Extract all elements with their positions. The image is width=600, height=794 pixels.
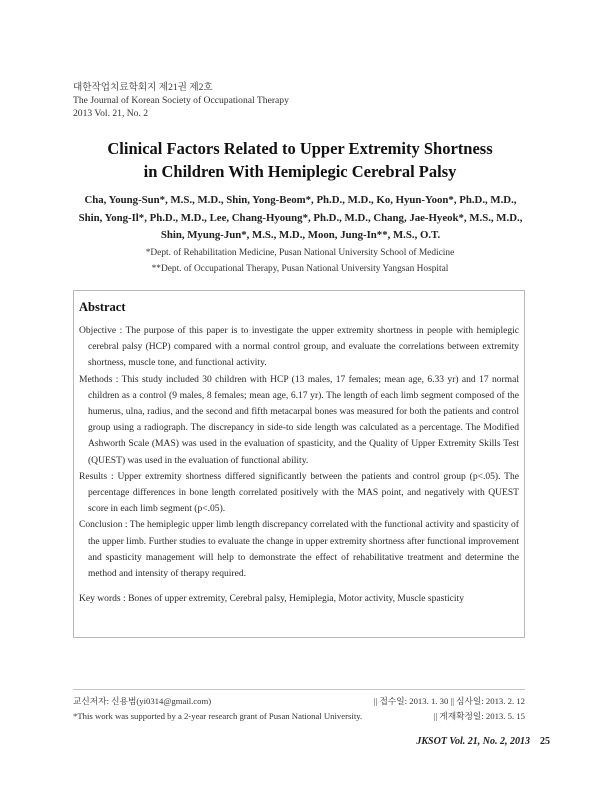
- objective-text: The purpose of this paper is to investigate the upper extremity shortness in people with hemiplegic cerebral palsy (HCP) compared with a normal control group, and evaluate the correlations between extremity shortness, muscle tone, and functional activity.: [88, 325, 519, 369]
- journal-citation-footer: [416, 736, 550, 747]
- methods-label: Methods :: [79, 373, 122, 385]
- footnote-block: [73, 694, 525, 723]
- footnote-row-1: [73, 694, 525, 709]
- abstract-keywords: [79, 591, 519, 607]
- abstract-results: [79, 469, 519, 518]
- abstract-objective: [79, 323, 519, 372]
- paper-title-line-2: in Children With Hemiplegic Cerebral Palsy: [143, 162, 457, 181]
- journal-header-korean: 대한작업치료학회지 제21권 제2호: [73, 82, 213, 93]
- accepted-date: || 게재확정일: 2013. 5. 15: [433, 710, 525, 721]
- methods-text: This study included 30 children with HCP (13 males, 17 females; mean age, 6.33 yr) and 17 normal children as a control (9 males, 8 females; mean age, 6.17 yr). The length of each limb segment composed of the humerus, ulna, radius, and the second and fifth metacarpal bones was measured for both the patients and control group using a radiograph. The discrepancy in side-to side length was calculated as a percentage. The Modified Ashworth Scale (MAS) was used in the evaluation of spasticity, and the Quality of Upper Extremity Skills Test (QUEST) was used in the evaluation of functional ability.: [88, 373, 519, 466]
- affiliation-1: *Dept. of Rehabilitation Medicine, Pusan National University School of Medicine: [145, 248, 455, 258]
- author-line-1: Cha, Young-Sun*, M.S., M.D., Shin, Yong-Beom*, Ph.D., M.D., Ko, Hyun-Yoon*, Ph.D., M.D.,: [84, 194, 517, 206]
- footnote-row-2: [73, 709, 525, 724]
- keywords-label: Key words :: [79, 593, 129, 605]
- author-list: [58, 192, 543, 245]
- grant-note: *This work was supported by a 2-year research grant of Pusan National University.: [73, 710, 363, 721]
- received-review-dates: || 접수일: 2013. 1. 30 || 심사일: 2013. 2. 12: [373, 696, 525, 706]
- page-number: 25: [540, 736, 550, 747]
- journal-header-volume: 2013 Vol. 21, No. 2: [73, 108, 149, 119]
- keywords-text: Bones of upper extremity, Cerebral palsy, Hemiplegia, Motor activity, Muscle spasticity: [128, 593, 464, 605]
- journal-header: [73, 81, 289, 120]
- abstract-heading: Abstract: [79, 300, 126, 314]
- results-text: Upper extremity shortness differed significantly between the patients and control group (p<.05). The percentage differences in bone length correlated positively with the MAS point, and negatively with QUEST score in each limb segment (p<.05).: [88, 470, 520, 515]
- affiliations: [60, 245, 540, 277]
- author-line-2: Shin, Yong-Il*, Ph.D., M.D., Lee, Chang-Hyoung*, Ph.D., M.D., Chang, Jae-Hyeok*, M.S., M.D.,: [78, 211, 523, 224]
- journal-citation: JKSOT Vol. 21, No. 2, 2013: [416, 736, 530, 747]
- objective-label: Objective :: [79, 325, 126, 336]
- abstract-conclusion: [79, 517, 519, 582]
- footnote-divider: [73, 689, 525, 690]
- abstract-box: [73, 290, 525, 638]
- affiliation-2: **Dept. of Occupational Therapy, Pusan National University Yangsan Hospital: [151, 264, 449, 274]
- paper-title: [40, 137, 560, 183]
- conclusion-label: Conclusion :: [79, 519, 130, 531]
- journal-header-english: The Journal of Korean Society of Occupational Therapy: [73, 95, 289, 106]
- paper-title-line-1: Clinical Factors Related to Upper Extremity Shortness: [107, 139, 493, 158]
- author-line-3: Shin, Myung-Jun*, M.S., M.D., Moon, Jung-In**, M.S., O.T.: [160, 229, 441, 241]
- abstract-methods: [79, 372, 519, 469]
- results-label: Results :: [79, 470, 118, 482]
- conclusion-text: The hemiplegic upper limb length discrepancy correlated with the functional activity and spasticity of the upper limb. Further studies to evaluate the change in upper extremity shortness after functional improvement and spasticity management will help to demonstrate the effect of rehabilitative treatment and determine the method and intensity of therapy required.: [88, 519, 519, 580]
- corresponding-author: 교신저자: 신용범(yi0314@gmail.com): [73, 696, 212, 706]
